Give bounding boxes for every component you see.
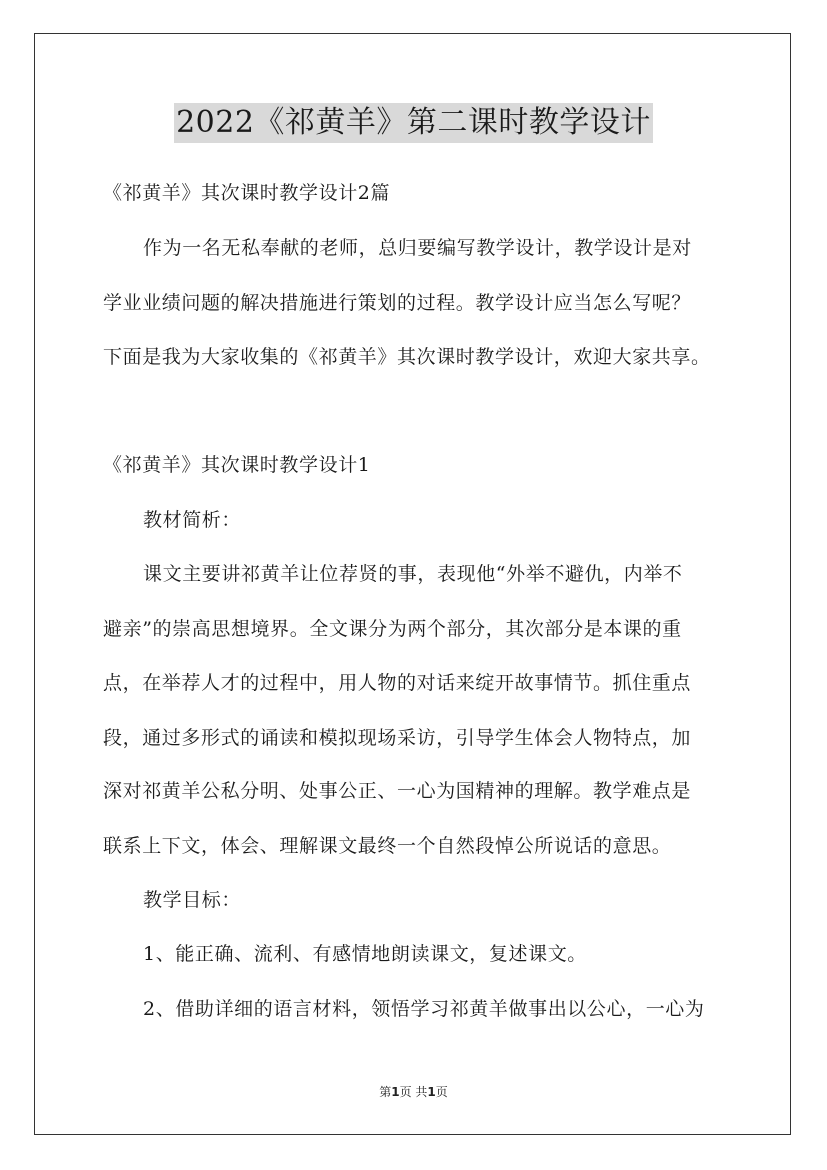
list-item: 2、借助详细的语言材料，领悟学习祁黄羊做事出以公心，一心为 xyxy=(143,998,705,1020)
body-line: 学业业绩问题的解决措施进行策划的过程。教学设计应当怎么写呢？ xyxy=(103,292,692,314)
body-line: 点，在举荐人才的过程中，用人物的对话来绽开故事情节。抓住重点 xyxy=(103,672,692,694)
section-heading: 《祁黄羊》其次课时教学设计1 xyxy=(103,454,371,476)
body-line: 下面是我为大家收集的《祁黄羊》其次课时教学设计，欢迎大家共享。 xyxy=(103,346,711,368)
footer-mid: 页 共 xyxy=(399,1085,428,1099)
subsection-heading: 教材简析： xyxy=(143,509,242,531)
body-line: 深对祁黄羊公私分明、处事公正、一心为国精神的理解。教学难点是 xyxy=(103,780,692,802)
footer-suffix: 页 xyxy=(435,1085,448,1099)
doc-subtitle: 《祁黄羊》其次课时教学设计2篇 xyxy=(103,182,391,204)
page-footer xyxy=(0,1084,827,1100)
body-line: 联系上下文，体会、理解课文最终一个自然段悼公所说话的意思。 xyxy=(103,835,672,857)
list-item: 1、能正确、流利、有感情地朗读课文，复述课文。 xyxy=(143,943,587,965)
footer-prefix: 第 xyxy=(379,1085,392,1099)
body-line: 段，通过多形式的诵读和模拟现场采访，引导学生体会人物特点，加 xyxy=(103,727,692,749)
subsection-heading: 教学目标： xyxy=(143,889,242,911)
document-title: 2022《祁黄羊》第二课时教学设计 xyxy=(174,103,653,143)
title-container xyxy=(0,103,827,143)
body-line: 课文主要讲祁黄羊让位荐贤的事，表现他“外举不避仇，内举不 xyxy=(143,563,683,585)
footer-page-current: 1 xyxy=(391,1085,400,1099)
body-line: 避亲”的崇高思想境界。全文课分为两个部分，其次部分是本课的重 xyxy=(103,618,682,640)
body-line: 作为一名无私奉献的老师，总归要编写教学设计，教学设计是对 xyxy=(143,237,692,259)
footer-page-total: 1 xyxy=(427,1085,436,1099)
